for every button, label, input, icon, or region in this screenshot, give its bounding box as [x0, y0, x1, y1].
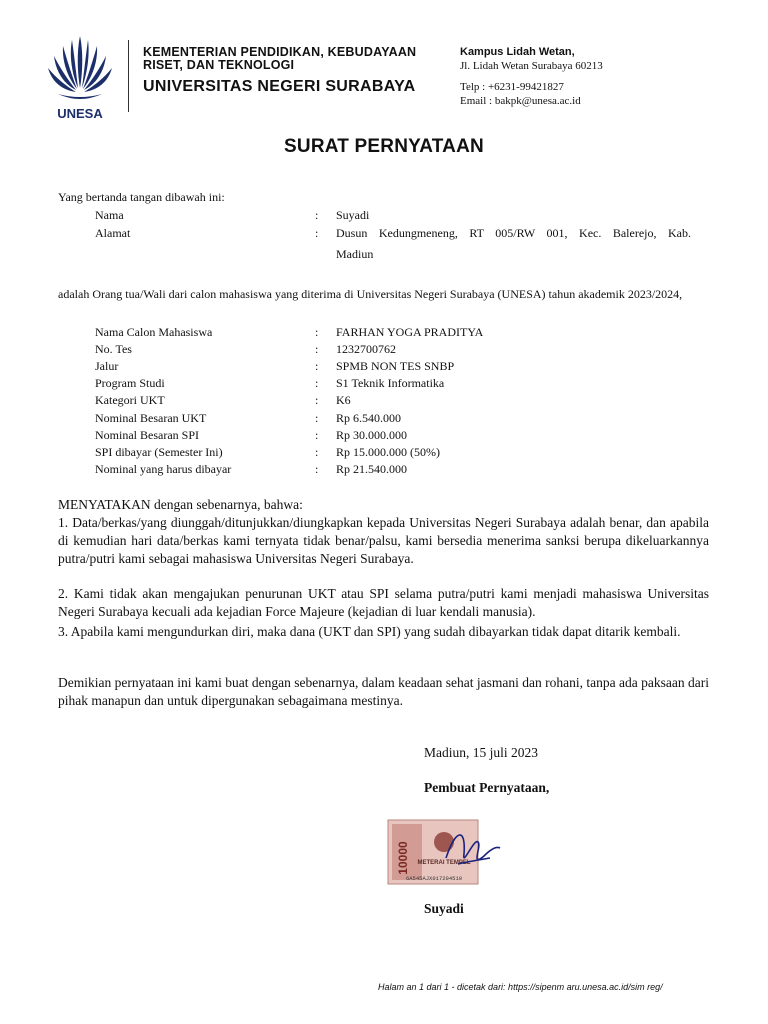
- field-label-alamat: Alamat: [95, 226, 131, 240]
- revenue-stamp: [386, 818, 504, 890]
- intro-text: Yang bertanda tangan dibawah ini:: [58, 190, 225, 204]
- maker-label: Pembuat Pernyataan,: [424, 780, 550, 795]
- campus-phone: Telp : +6231-99421827: [460, 81, 564, 93]
- stamp-serial: 6A545AJX017204510: [405, 875, 463, 882]
- field-colon: :: [315, 208, 319, 222]
- student-field-label: Nominal Besaran UKT: [95, 410, 207, 425]
- institution-line-2: RISET, DAN TEKNOLOGI: [143, 58, 295, 72]
- student-field-value: Rp 6.540.000: [336, 410, 402, 425]
- campus-name: Kampus Lidah Wetan,: [460, 46, 575, 58]
- student-field-value: S1 Teknik Informatika: [336, 376, 445, 391]
- field-colon: :: [315, 359, 319, 374]
- field-value-alamat: Dusun Kedungmeneng, RT 005/RW 001, Kec. Balerejo, Kab.: [336, 226, 691, 240]
- header-divider: [128, 40, 129, 112]
- page-footer: Halam an 1 dari 1 - dicetak dari: https://sipenm aru.unesa.ac.id/sim reg/: [378, 982, 663, 992]
- institution-line-1: KEMENTERIAN PENDIDIKAN, KEBUDAYAAN: [143, 45, 417, 59]
- university-name: UNIVERSITAS NEGERI SURABAYA: [143, 78, 416, 95]
- field-colon: :: [315, 376, 319, 391]
- declaration-heading: MENYATAKAN dengan sebenarnya, bahwa:: [58, 497, 303, 512]
- signer-name: Suyadi: [424, 901, 464, 916]
- garuda-emblem-icon: [434, 832, 454, 852]
- student-field-label: Program Studi: [95, 376, 165, 391]
- student-field-label: Nama Calon Mahasiswa: [95, 325, 213, 339]
- field-colon: :: [315, 461, 319, 476]
- field-colon: :: [315, 325, 319, 339]
- closing-text: Demikian pernyataan ini kami buat dengan sebenarnya, dalam keadaan sehat jasmani dan rohani, tanpa ada paksaan dari pihak manapun dan untuk dipergunakan sebagaimana mestinya.: [58, 675, 709, 708]
- stamp-value: 10000: [396, 841, 410, 875]
- field-value-alamat-line2: Madiun: [336, 247, 374, 261]
- student-field-label: Nominal yang harus dibayar: [95, 461, 232, 476]
- field-colon: :: [315, 342, 319, 357]
- stamp-word: METERAI TEMPEL: [417, 860, 471, 866]
- institution-name: [143, 46, 416, 72]
- field-colon: :: [315, 410, 319, 425]
- student-field-value: Rp 30.000.000: [336, 427, 408, 442]
- logo-text: UNESA: [57, 106, 103, 121]
- student-field-label: SPI dibayar (Semester Ini): [95, 444, 223, 459]
- student-field-label: Kategori UKT: [95, 393, 165, 408]
- declaration-point-1: 1. Data/berkas/yang diunggah/ditunjukkan/diungkapkan kepada Universitas Negeri Surabaya adalah benar, dan apabila di kemudian hari data/berkas kami ternyata tidak benar/palsu, kami bersedia menerima sanksi berupa dikeluarkannya putra/putri kami sebagai mahasiswa Universitas Negeri Surabaya.: [58, 515, 709, 566]
- field-colon: :: [315, 444, 319, 459]
- campus-address: Jl. Lidah Wetan Surabaya 60213: [460, 60, 603, 72]
- statement-text: adalah Orang tua/Wali dari calon mahasiswa yang diterima di Universitas Negeri Surabaya (UNESA) tahun akademik 2023/2024,: [58, 287, 683, 301]
- campus-email: Email : bakpk@unesa.ac.id: [460, 95, 581, 107]
- field-colon: :: [315, 427, 319, 442]
- document-title: SURAT PERNYATAAN: [284, 136, 484, 157]
- declaration-point-2: 2. Kami tidak akan mengajukan penurunan UKT atau SPI selama putra/putri kami menjadi mahasiswa Universitas Negeri Surabaya kecuali ada kejadian Force Majeure (kejadian di luar kendali manusia).: [58, 586, 709, 619]
- student-field-value: Rp 15.000.000 (50%): [336, 444, 440, 459]
- student-field-label: No. Tes: [95, 342, 132, 357]
- student-field-value: K6: [336, 393, 351, 408]
- field-label-nama: Nama: [95, 208, 124, 222]
- declaration-point-3: 3. Apabila kami mengundurkan diri, maka dana (UKT dan SPI) yang sudah dibayarkan tidak dapat ditarik kembali.: [58, 624, 681, 639]
- field-colon: :: [315, 393, 319, 408]
- student-field-value: SPMB NON TES SNBP: [336, 359, 455, 374]
- field-colon: :: [315, 226, 319, 240]
- student-field-value: FARHAN YOGA PRADITYA: [336, 325, 484, 339]
- student-field-label: Jalur: [95, 359, 119, 374]
- field-value-nama: Suyadi: [336, 208, 370, 222]
- student-field-label: Nominal Besaran SPI: [95, 427, 199, 442]
- student-field-value: 1232700762: [336, 342, 396, 357]
- unesa-logo: [38, 30, 122, 122]
- student-field-value: Rp 21.540.000: [336, 461, 408, 476]
- place-date: Madiun, 15 juli 2023: [424, 745, 538, 760]
